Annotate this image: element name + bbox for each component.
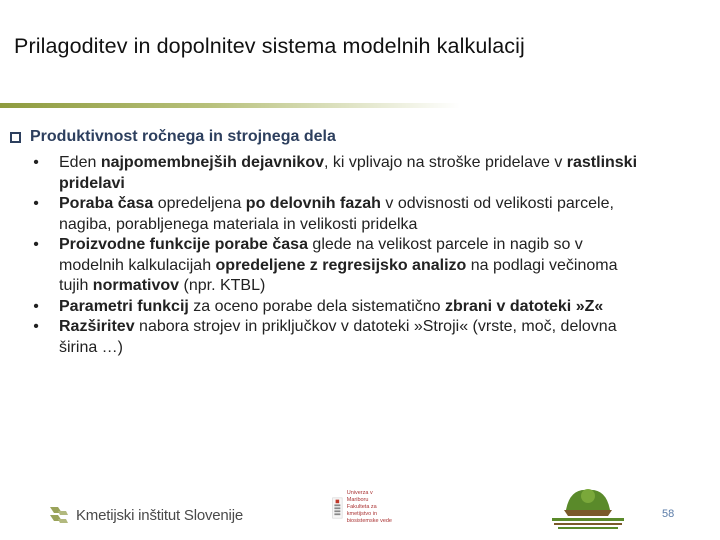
emphasized-text: po delovnih fazah [245, 195, 381, 212]
sub-bullet-list [30, 153, 710, 358]
bullet-dot: • [33, 236, 39, 253]
bullet-dot: • [33, 318, 39, 335]
body-text: nagiba, porabljenega materiala in velikosti pridelka [59, 215, 418, 233]
rural-development-logo-icon [548, 482, 628, 534]
bullet-dot: • [33, 154, 39, 171]
sub-bullet-item [30, 235, 710, 297]
main-bullet [10, 128, 710, 146]
body-text: nabora strojev in priključkov v datoteki »Stroji« (vrste, moč, delovna [134, 318, 617, 335]
kis-leaf-logo-icon [48, 503, 70, 527]
university-logo-line: Univerza v [346, 490, 373, 496]
sub-bullet-item [30, 194, 710, 235]
emphasized-text: pridelavi [59, 174, 125, 192]
university-logo-text [347, 490, 392, 525]
title-underline-rule [0, 103, 460, 108]
main-bullet-text: Produktivnost ročnega in strojnega dela [30, 128, 336, 145]
emphasized-text: najpomembnejših dejavnikov [100, 154, 324, 171]
university-crest-logo-icon [332, 490, 343, 526]
slide-title: Prilagoditev in dopolnitev sistema modelnih kalkulacij [14, 34, 525, 58]
sub-bullet-line [59, 276, 710, 297]
checkbox-square-icon [10, 132, 21, 143]
emphasized-text: opredeljene z regresijsko analizo [215, 256, 467, 274]
sub-bullet-line [59, 338, 710, 359]
body-text: modelnih kalkulacijah [59, 256, 216, 274]
sub-bullet-line [59, 235, 710, 256]
emphasized-text: Razširitev [59, 318, 135, 335]
sub-bullet-line [59, 215, 710, 236]
body-text: na podlagi večinoma [466, 256, 618, 274]
university-logo-line: Fakulteta za [346, 504, 377, 510]
body-text: tujih [59, 277, 93, 294]
emphasized-text: Proizvodne funkcije porabe časa [59, 236, 308, 253]
sub-bullet-item [30, 153, 710, 194]
university-logo-line: biosistemske vede [346, 518, 392, 524]
page-number: 58 [662, 508, 675, 520]
bullet-dot: • [33, 297, 39, 315]
body-text: v odvisnosti od velikosti parcele, [380, 195, 614, 212]
emphasized-text: »Z« [575, 297, 604, 315]
body-text: (npr. KTBL) [179, 277, 266, 294]
emphasized-text: Parametri funkcij [59, 297, 189, 315]
sub-bullet-line [59, 317, 710, 338]
body-text: Eden [59, 154, 101, 171]
sub-bullet-item [30, 297, 710, 318]
emphasized-text: rastlinski [566, 154, 638, 171]
kis-logo [48, 498, 243, 532]
rural-development-logo [548, 482, 628, 534]
kis-logo-text: Kmetijski inštitut Slovenije [76, 506, 243, 524]
body-text: za oceno porabe dela sistematično [188, 297, 445, 315]
sub-bullet-line [59, 174, 710, 195]
university-logo-line: kmetijstvo in [346, 511, 378, 517]
sub-bullet-item [30, 317, 710, 358]
emphasized-text: Poraba časa [59, 195, 154, 212]
sub-bullet-line [59, 194, 710, 215]
sub-bullet-line [59, 256, 710, 277]
emphasized-text: normativov [92, 277, 180, 294]
bullet-dot: • [33, 195, 39, 212]
body-text: širina …) [59, 338, 124, 356]
sub-bullet-line [59, 297, 710, 318]
body-text: glede na velikost parcele in nagib so v [307, 236, 583, 253]
university-logo [332, 490, 392, 530]
body-text: , ki vplivajo na stroške pridelave v [323, 154, 567, 171]
body-text: opredeljena [153, 195, 246, 212]
sub-bullet-line [59, 153, 710, 174]
emphasized-text: zbrani v datoteki [444, 297, 572, 315]
university-logo-line: Mariboru [346, 497, 369, 503]
